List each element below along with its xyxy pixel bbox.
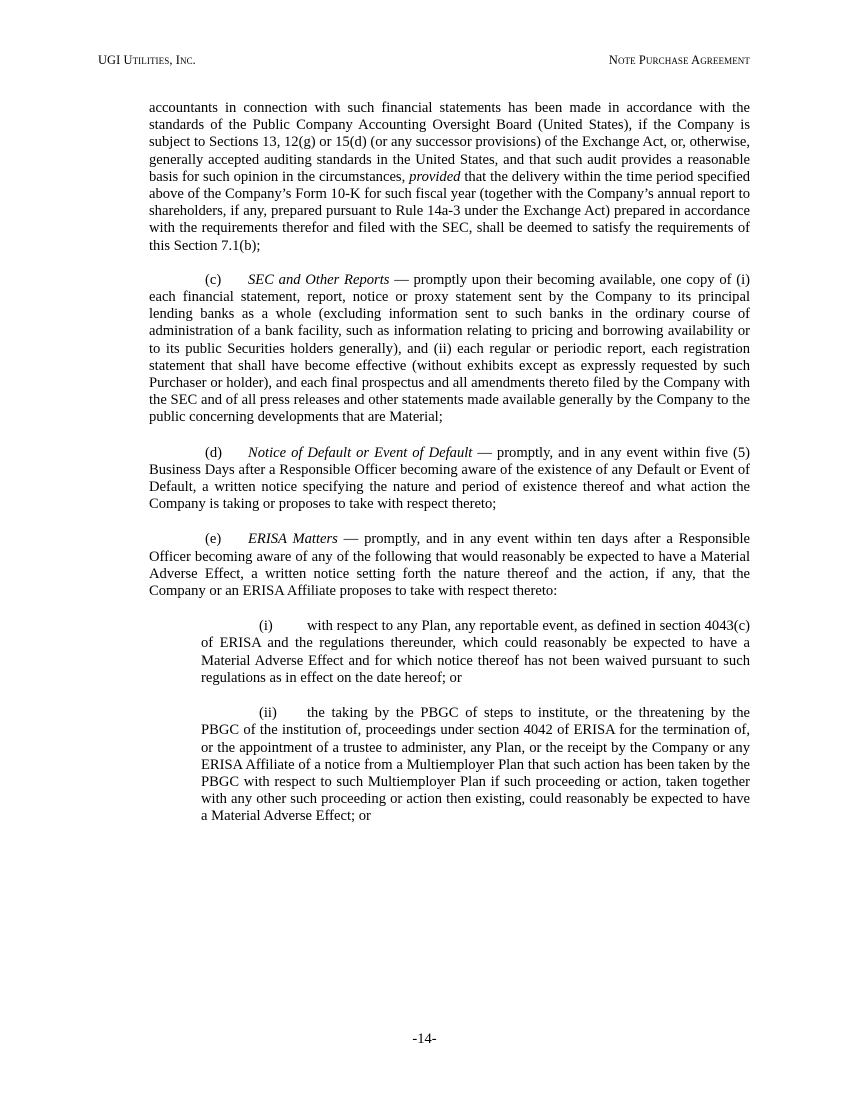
paragraph-text: — promptly, and in any event within ten days after a Responsible Officer becoming aware of any of the following that would reasonably be expected to have a Material Adverse Effect, a written notice setting forth the nature thereof and the action, if any, that the Company or an ERISA Affiliate proposes to take with respect thereto:: [149, 531, 750, 600]
paragraph-text: — promptly upon their becoming available, one copy of (i) each financial statement, report, notice or proxy statement sent by the Company to its principal lending banks as a whole (excluding information sent to such banks in the ordinary course of administration of a bank facility, such as information relating to pricing and borrowing availability or to its public Securities holders generally), and (ii) each regular or periodic report, each registration statement that shall have become effective (without exhibits except as expressly requested by such Purchaser or holder), and each final prospectus and all amendments thereto filed by the Company with the SEC and of all press releases and other statements made available generally by the Company to the public concerning developments that are Material;: [149, 271, 750, 426]
paragraph-text: the taking by the PBGC of steps to institute, or the threatening by the PBGC of the institution of, proceedings under section 4042 of ERISA for the termination of, or the appointment of a trustee to administer, any Plan, or the receipt by the Company or any ERISA Affiliate of a notice from a Multiemployer Plan that such action has been taken by the PBGC with respect to such Multiemployer Plan if such proceeding or action, taken together with any other such proceeding or action then existing, could reasonably be expected to have a Material Adverse Effect; or: [201, 705, 750, 825]
paragraph-text: that the delivery within the time period specified above of the Company’s Form 10-K for such fiscal year (together with the Company’s annual report to shareholders, if any, prepared pursuant to Rule 14a-3 under the Exchange Act) prepared in accordance with the requirements therefor and filed with the SEC, shall be deemed to satisfy the requirements of this Section 7.1(b);: [149, 168, 750, 254]
clause-heading: Notice of Default or Event of Default: [248, 444, 473, 461]
header-company-name: UGI Utilities, Inc.: [98, 53, 196, 67]
document-body: [149, 100, 750, 844]
provided-term: provided: [409, 168, 461, 185]
clause-label: (d): [205, 444, 223, 461]
subparagraph-i: [201, 618, 750, 687]
clause-label: (c): [205, 271, 222, 288]
page-number: -14-: [412, 1031, 437, 1047]
paragraph-text: with respect to any Plan, any reportable event, as defined in section 4043(c) of ERISA and the regulations thereunder, which could reasonably be expected to have a Material Adverse Effect and for which notice thereof has not been waived pursuant to such regulations as in effect on the date hereof; or: [201, 618, 750, 686]
paragraph-c: [149, 272, 750, 427]
subclause-label: (ii): [259, 705, 277, 722]
page-header: [98, 53, 750, 71]
subparagraph-ii: [201, 705, 750, 825]
paragraph-e: [149, 531, 750, 600]
clause-heading: ERISA Matters: [248, 531, 338, 548]
header-document-title: Note Purchase Agreement: [608, 53, 750, 67]
paragraph-text: accountants in connection with such financial statements has been made in accordance with the standards of the Public Company Accounting Oversight Board (United States), if the Company is subject to Sections 13, 12(g) or 15(d) (or any successor provisions) of the Exchange Act, or, otherwise, generally accepted auditing standards in the United States, and that such audit provides a reasonable basis for such opinion in the circumstances,: [149, 100, 750, 185]
paragraph-d: [149, 445, 750, 514]
clause-heading: SEC and Other Reports: [248, 271, 390, 288]
paragraph-text: — promptly, and in any event within five (5) Business Days after a Responsible Officer becoming aware of the existence of any Default or Event of Default, a written notice specifying the nature and period of existence thereof and what action the Company is taking or proposes to take with respect thereto;: [149, 444, 750, 513]
paragraph-b-continuation: [149, 100, 750, 255]
clause-label: (e): [205, 531, 222, 548]
subclause-label: (i): [259, 618, 273, 635]
